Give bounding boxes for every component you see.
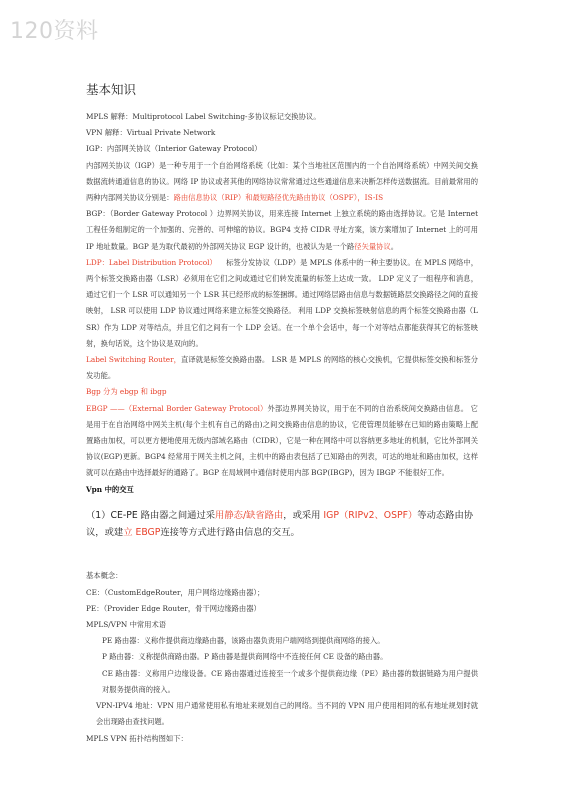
igp-definition: IGP：内部网关协议（Interior Gateway Protocol） — [86, 144, 262, 154]
topology-caption: MPLS VPN 拓扑结构图如下： — [86, 733, 188, 743]
ebgp-body-text: 外部边界网关协议，用于在不同的自治系统间交换路由信息。 它是用于在自治网络中网关主机(每个主机有自己的路由)之间交换路由信息的协议，它使管理员能够在已知的路由策略上配置路由加权，可以更方便地使用无级内部域名路由（CIDR），它是一种在网络中可以容纳更多地址的机制，它比外部网关协议(EGP)更新。BGP4 经常用于网关主机之间，主机中的路由表包括了已知路由的列表，可达的地址和路由加权，这样就可以在路由中选择最好的通路了。BGP 在局域网中通信时使用内部 BGP(IBGP)，因为 IBGP 不能很好工作。 — [86, 403, 478, 478]
igp-paragraph — [86, 158, 478, 207]
vpn-ex-text-1: （1）CE-PE 路由器之间通过采 — [86, 510, 216, 522]
vpn-ex-text-7: 连接等方式进行路由信息的交互。 — [160, 527, 300, 539]
ebgp-highlight: EBGP ——（External Border Gateway Protocol） — [86, 403, 268, 413]
mpls-definition: MPLS 解释：Multiprotocol Label Switching-多协议标记交换协议。 — [86, 112, 321, 121]
static-route-highlight: 用静态/缺省路由 — [215, 510, 284, 522]
vpn-exchange-heading: Vpn 中的交互 — [86, 484, 134, 494]
p-router-term: P 路由器：义称提供商路由器。P 路由器是提供商网络中不连接任何 CE 设备的路由器。 — [102, 652, 388, 662]
vpn-ex-text-5: 等动态路由协议，或建 — [86, 510, 474, 539]
document-body — [86, 80, 478, 747]
section-spacer — [86, 550, 478, 568]
vpn-ex-text-3: ，或采用 — [283, 510, 324, 522]
bgp-end-text: 。 — [390, 241, 399, 251]
bgp-body-text: BGP：（Border Gateway Protocol ）边界网关协议，用来连接 Internet 上独立系统的路由选择协议。它是 Internet 工程任务组制定的一个加强的、完善的、可伸缩的协议。BGP4 支持 CIDR 寻址方案，该方案增加了 Internet 上的可用 IP 地址数量。BGP 是为取代最初的外部网关协议 EGP 设计的，也被认为是一个路 — [86, 209, 478, 251]
ce-definition: CE：（CustomEdgeRouter，用户网络边缘路由器）； — [86, 587, 265, 597]
lsr-body-text: 直译就是标签交换路由器。 LSR 是 MPLS 的网络的核心交换机，它提供标签交换和标签分发功能。 — [86, 355, 479, 381]
igp-body-text: 内部网关协议（IGP）是一种专用于一个自治网络系统（比如：某个当地社区范围内的一个自治网络系统）中网关间交换数据流转通道信息的协议。网络 IP 协议或者其他的网络协议常常通过这些通道信息来决断怎样传送数据流。目前最常用的两种内部网关协议分别是： — [86, 160, 478, 203]
lsr-highlight: Label Switching Router， — [86, 355, 182, 365]
igp-highlight: IGP（RIPv2、OSPF） — [323, 510, 418, 522]
concepts-heading: 基本概念： — [86, 571, 123, 581]
lsr-paragraph — [86, 352, 478, 384]
vpn-ipv4-term: VPN-IPV4 地址：VPN 用户通常使用私有地址来规划自己的网络。当不同的 VPN 用户使用相同的私有地址规划时就会出现路由查找问题。 — [96, 701, 478, 727]
bgp-split-note: Bgp 分为 ebgp 和 ibgp — [86, 387, 167, 397]
ldp-title-highlight: LDP：Label Distribution Protocol） — [86, 257, 217, 267]
vpn-definition: VPN 解释：Virtual Private Network — [86, 128, 216, 138]
watermark-logo: 120资料 — [10, 19, 99, 44]
ldp-body-text: 标签分发协议（LDP）是 MPLS 体系中的一种主要协议。在 MPLS 网络中，两个标签交换路由器（LSR）必须用在它们之间或通过它们转发流量的标签上达成一致。 LDP 定义了一组程序和消息，通过它们一个 LSR 可以通知另一个 LSR 其已经形成的标签捆绑。通过网络层路由信息与数据链路层交换路径之间的直接映射， LSR 可以使用 LDP 协议通过网络来建立标签交换路径。 利用 LDP 交换标签映射信息的两个标签交换路由器（LSR）作为 LDP 对等结点，并且它们之间有一个 LDP 会话。在一个单个会话中，每一个对等结点都能获得其它的标签映射，换句话说，这个协议是双向的。 — [86, 257, 479, 348]
bgp-paragraph — [86, 206, 478, 255]
terms-heading: MPLS/VPN 中常用术语 — [86, 620, 167, 630]
ce-router-term: CE 路由器：义称用户边缘设备。CE 路由器通过连接至一个或多个提供商边缘（PE）路由器的数据链路为用户提供对服务提供商的接入。 — [102, 668, 478, 694]
ebgp-paragraph — [86, 401, 478, 482]
ldp-paragraph — [86, 255, 478, 352]
igp-protocols-highlight: 路由信息协议（RIP）和最短路径优先路由协议（OSPF），IS-IS — [173, 193, 384, 203]
bgp-path-vector-highlight: 径矢量协议 — [354, 241, 391, 251]
pe-router-term: PE 路由器：义称作提供商边缘路由器，该路由器负责用户端网络到提供商网络的接入。 — [102, 636, 385, 646]
pe-definition: PE：（Provider Edge Router，骨干网边缘路由器） — [86, 603, 261, 613]
ebgp-link-highlight: 立 EBGP — [123, 527, 161, 539]
vpn-exchange-paragraph — [86, 507, 478, 541]
page-title: 基本知识 — [86, 82, 137, 97]
